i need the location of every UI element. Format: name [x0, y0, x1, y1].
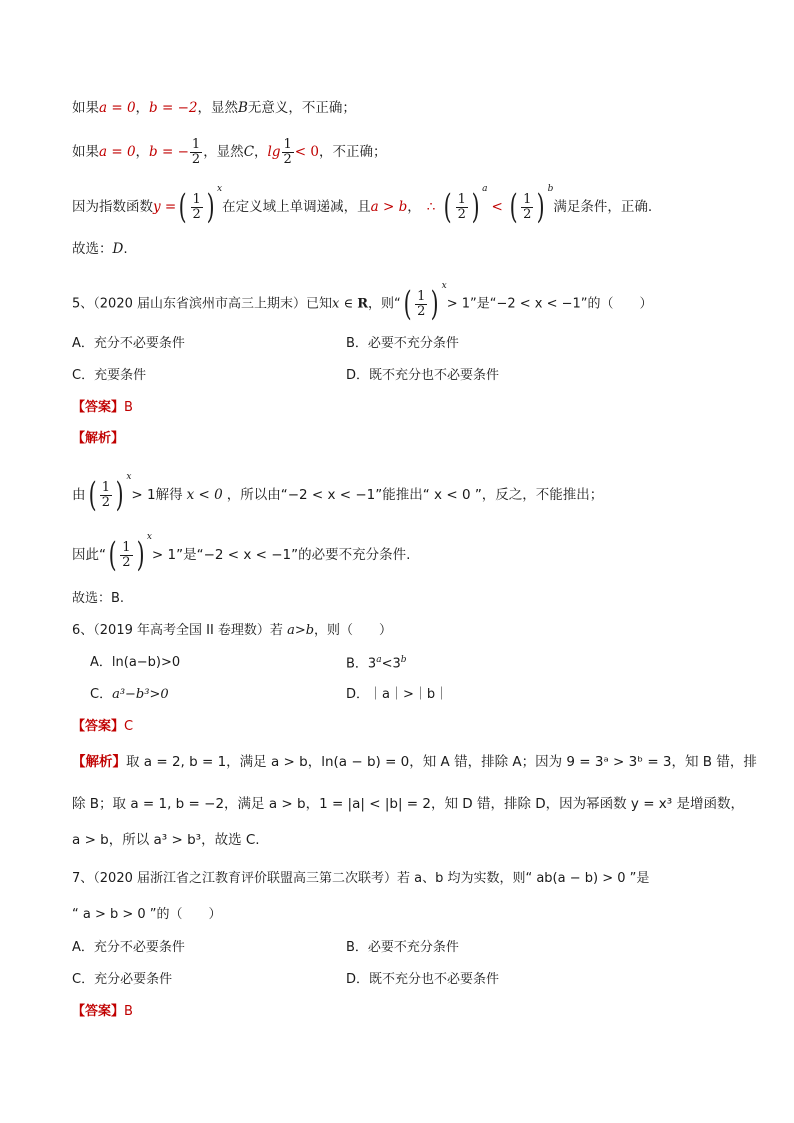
answer-label: 【答案】: [72, 400, 125, 415]
text: 5、（2020 届山东省滨州市高三上期末）已知: [72, 296, 332, 312]
text: 因此“: [72, 547, 106, 563]
q6-option-b: B．$3^a<3^b$: [346, 655, 407, 672]
text: 因为指数函数: [72, 199, 153, 215]
q6-answer: [72, 720, 133, 733]
text: 6、（2019 年高考全国 II 卷理数）若: [72, 623, 288, 638]
q6-explanation-2: 除 B；取 a = 1, b = −2，满足 a > b，1 = |a| < |b| = 2，知 D 错，排除 D，因为幂函数 y = x³ 是增函数，: [72, 796, 744, 812]
q5-stem: [72, 280, 653, 324]
text: 故选：: [72, 241, 113, 257]
math: y =: [153, 199, 177, 215]
q7-stem-1: 7、（2020 届浙江省之江教育评价联盟高三第二次联考）若 a、b 均为实数，则“ ab(a − b) > 0 ”是: [72, 871, 650, 886]
power-expression: ( $\frac{1}{2}$ ) x: [403, 280, 447, 324]
math: a = 0: [99, 144, 136, 161]
power-expression: ( $\frac{1}{2}$ ) x: [178, 183, 223, 227]
text: 在定义域上单调递减，且: [222, 199, 371, 215]
power-expression: ( $\frac{1}{2}$ ) a: [443, 183, 488, 227]
q6-option-c: C．a³−b³>0: [90, 687, 169, 702]
text: .: [123, 241, 128, 257]
math: x ∈: [332, 296, 358, 312]
text: ，: [135, 144, 150, 161]
q6-explanation-3: a > b，所以 a³ > b³，故选 C.: [72, 832, 260, 848]
q5-option-d: D．既不充分也不必要条件: [346, 368, 500, 383]
q5-analysis-label: 【解析】: [72, 431, 125, 446]
text: 取 a = 2, b = 1，满足 a > b，ln(a − b) = 0，知 A 错，排除 A；因为 9 = 3ᵃ > 3ᵇ = 3，知 B 错，排: [126, 754, 757, 770]
q5-option-b: B．必要不充分条件: [346, 336, 459, 351]
power-expression: ( $\frac{1}{2}$ ) b: [509, 183, 554, 227]
text: 满足条件，正确.: [553, 199, 653, 215]
q5-answer: [72, 401, 133, 414]
text: ，: [135, 100, 150, 116]
text: 如果: [72, 144, 99, 161]
math: x < 0: [186, 487, 223, 503]
text: ，不正确；: [318, 144, 387, 161]
q5-explanation-3: 故选：B.: [72, 591, 125, 606]
math: ∴: [426, 199, 436, 215]
text: 由: [72, 487, 86, 503]
q7-stem-2: “ a > b > 0 ”的（ ）: [72, 907, 222, 922]
q7-option-b: B．必要不充分条件: [346, 940, 459, 955]
text: ，则“: [368, 296, 401, 312]
text: > 1”是“−2 < x < −1”的必要不充分条件.: [151, 547, 411, 563]
q6-explanation-1: [72, 756, 757, 770]
solution-line-1: [72, 102, 356, 116]
math: a = 0: [99, 100, 136, 116]
q7-option-a: A．充分不必要条件: [72, 940, 185, 955]
q7-answer: [72, 1005, 133, 1018]
fraction: $\frac{1}{2}$: [283, 137, 292, 167]
power-expression: ( $\frac{1}{2}$ ) x: [88, 471, 132, 515]
fraction: $\frac{1}{2}$: [191, 137, 201, 167]
math: a>b: [287, 623, 315, 638]
math: <: [491, 199, 503, 215]
answer-value: B: [124, 400, 133, 415]
solution-line-3: [72, 183, 653, 227]
q7-option-c: C．充分必要条件: [72, 972, 173, 987]
math: b = −2: [149, 100, 198, 116]
answer-value: B: [124, 1004, 133, 1019]
text: ，显然: [203, 144, 244, 161]
text: > 1解得: [131, 487, 183, 503]
answer-label: 【答案】: [72, 719, 125, 734]
solution-line-4: [72, 243, 128, 257]
math: C: [243, 144, 255, 161]
q5-explanation-2: [72, 531, 411, 575]
answer-value: C: [124, 719, 134, 734]
text: > 1”是“−2 < x < −1”的（ ）: [446, 296, 653, 312]
q6-stem: [72, 624, 392, 637]
math: D: [112, 241, 124, 257]
text: ，显然: [197, 100, 238, 116]
q5-option-a: A．充分不必要条件: [72, 336, 185, 351]
text: ，所以由“−2 < x < −1”能推出“ x < 0 ”，反之，不能推出；: [226, 487, 604, 503]
text: 如果: [72, 100, 99, 116]
q7-option-d: D．既不充分也不必要条件: [346, 972, 500, 987]
q5-explanation-1: [72, 471, 604, 515]
q6-option-d: D．｜a｜>｜b｜: [346, 687, 449, 702]
analysis-label: 【解析】: [72, 754, 126, 770]
math: lg: [267, 144, 281, 161]
math: b = −: [149, 144, 189, 161]
answer-label: 【答案】: [72, 1004, 125, 1019]
q6-option-a: A．ln(a−b)>0: [90, 655, 181, 670]
q5-option-c: C．充要条件: [72, 368, 147, 383]
text: ，则（ ）: [314, 623, 393, 638]
power-expression: ( $\frac{1}{2}$ ) x: [108, 531, 152, 575]
text: ，: [407, 199, 421, 215]
math: a > b: [370, 199, 408, 215]
math: < 0: [294, 144, 319, 161]
text: ，: [254, 144, 268, 161]
math: R: [357, 296, 369, 312]
text: 无意义，不正确；: [247, 100, 356, 116]
solution-line-2: [72, 138, 386, 166]
math: B: [237, 100, 248, 116]
